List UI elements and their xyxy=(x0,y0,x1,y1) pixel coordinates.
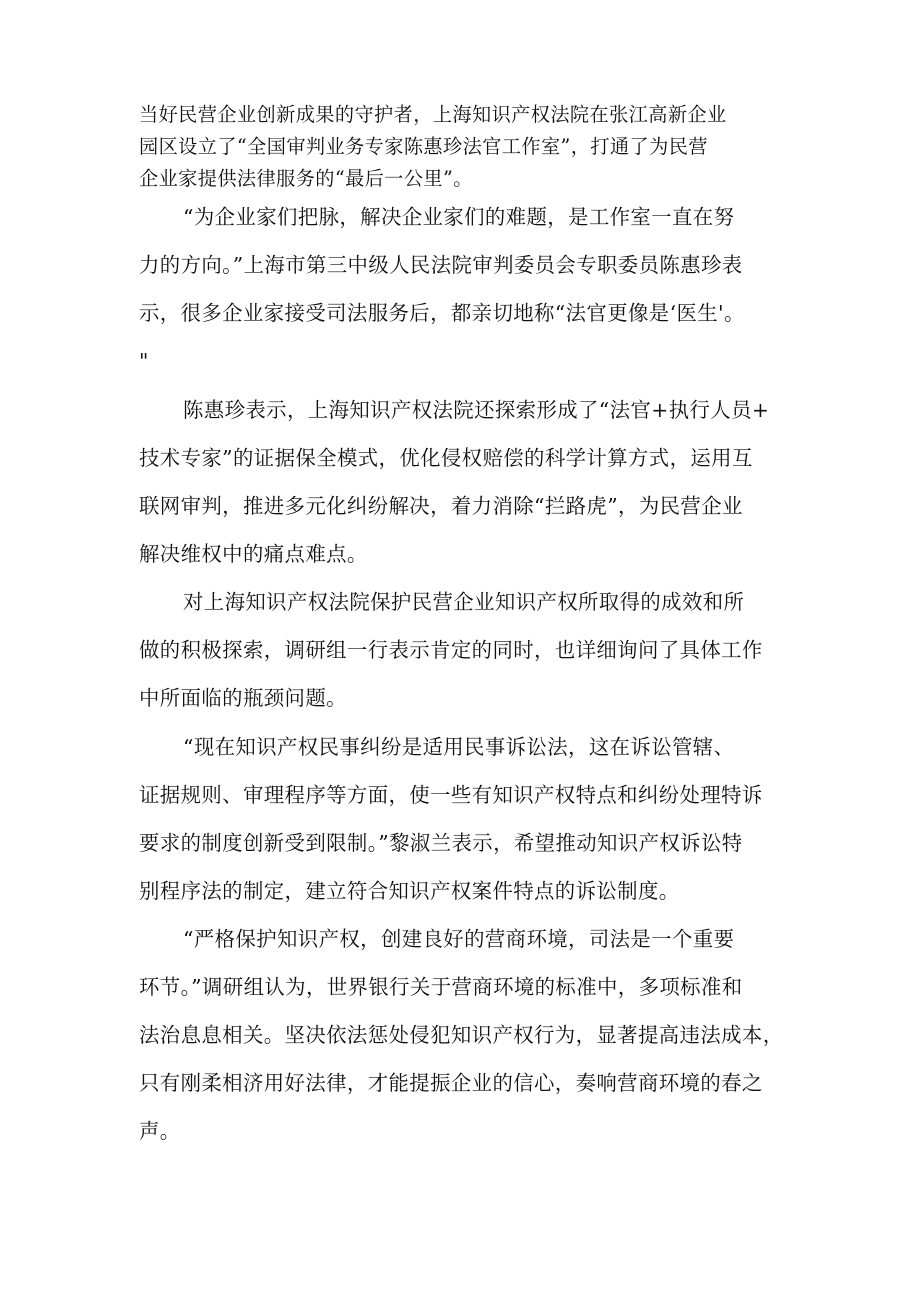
paragraph-5-line-1: “现在知识产权民事纠纷是适用民事诉讼法，这在诉讼管辖、 xyxy=(183,735,735,759)
paragraph-2-line-2: 力的方向。”上海市第三中级人民法院审判委员会专职委员陈惠珍表 xyxy=(139,253,743,277)
paragraph-3-line-1: 陈惠珍表示，上海知识产权法院还探索形成了“法官+执行人员+ xyxy=(183,398,770,422)
paragraph-6-line-3: 法治息息相关。坚决依法惩处侵犯知识产权行为，显著提高违法成本， xyxy=(139,1023,784,1047)
paragraph-2-line-3: 示，很多企业家接受司法服务后，都亲切地称“法官更像是‘医生'。 xyxy=(139,301,745,325)
paragraph-5-line-2: 证据规则、审理程序等方面，使一些有知识产权特点和纠纷处理特诉 xyxy=(139,783,763,807)
paragraph-3-line-3: 联网审判，推进多元化纠纷解决，着力消除“拦路虎”，为民营企业 xyxy=(139,494,743,518)
paragraph-6-line-4: 只有刚柔相济用好法律，才能提振企业的信心，奏响营商环境的春之 xyxy=(139,1071,763,1095)
paragraph-3-line-4: 解决维权中的痛点难点。 xyxy=(139,542,368,566)
paragraph-2-line-4: " xyxy=(139,349,149,373)
paragraph-1-line-1: 当好民营企业创新成果的守护者，上海知识产权法院在张江高新企业 xyxy=(139,103,727,126)
paragraph-5-line-3: 要求的制度创新受到限制。”黎淑兰表示，希望推动知识产权诉讼特 xyxy=(139,831,743,855)
paragraph-5-line-4: 别程序法的制定，建立符合知识产权案件特点的诉讼制度。 xyxy=(139,879,680,903)
paragraph-2-line-1: “为企业家们把脉，解决企业家们的难题，是工作室一直在努 xyxy=(183,205,735,229)
paragraph-3-line-2: 技术专家”的证据保全模式，优化侵权赔偿的科学计算方式，运用互 xyxy=(139,446,753,470)
paragraph-4-line-1: 对上海知识产权法院保护民营企业知识产权所取得的成效和所 xyxy=(183,590,745,614)
paragraph-1-line-2: 园区设立了“全国审判业务专家陈惠珍法官工作室”，打通了为民营 xyxy=(139,135,708,158)
paragraph-6-line-1: “严格保护知识产权，创建良好的营商环境，司法是一个重要 xyxy=(183,927,735,951)
paragraph-6-line-2: 环节。”调研组认为，世界银行关于营商环境的标准中，多项标准和 xyxy=(139,975,743,999)
paragraph-1-line-3: 企业家提供法律服务的“最后一公里”。 xyxy=(139,167,473,190)
paragraph-4-line-3: 中所面临的瓶颈问题。 xyxy=(139,686,347,710)
paragraph-4-line-2: 做的积极探索，调研组一行表示肯定的同时，也详细询问了具体工作 xyxy=(139,638,763,662)
paragraph-6-line-5: 声。 xyxy=(139,1119,181,1143)
